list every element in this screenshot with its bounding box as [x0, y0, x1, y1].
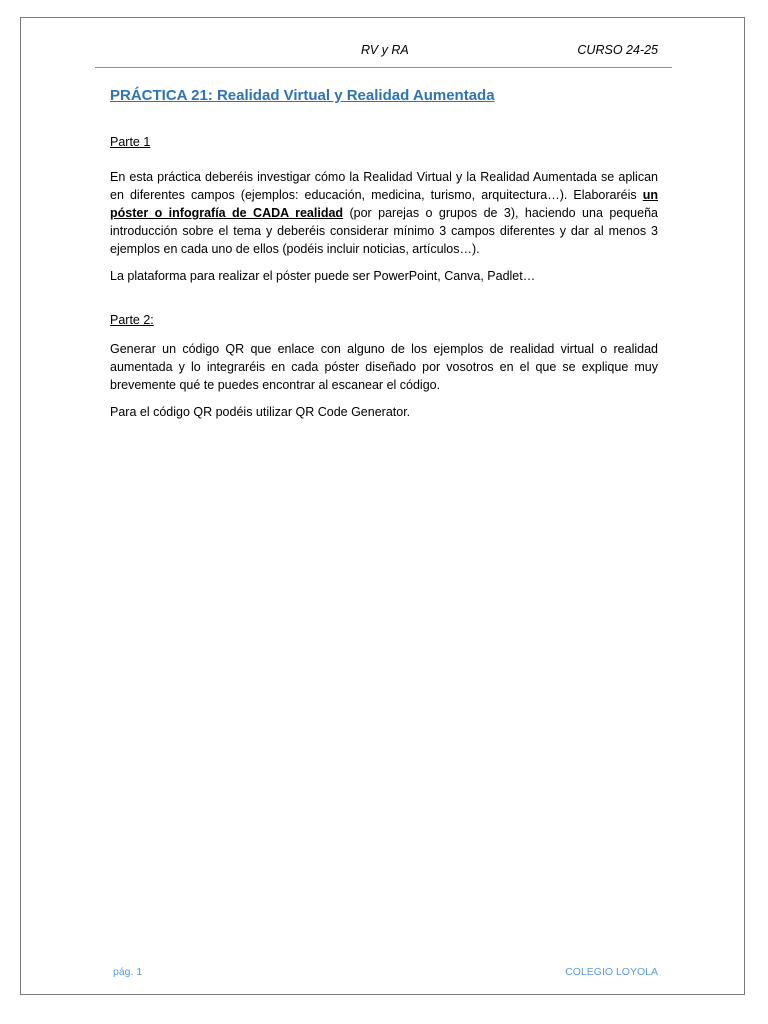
parte1-heading: Parte 1	[110, 135, 151, 149]
footer-page-number: pág. 1	[113, 966, 143, 978]
document-title: PRÁCTICA 21: Realidad Virtual y Realidad Aumentada	[110, 87, 495, 104]
page-header	[95, 43, 672, 68]
header-subject: RV y RA	[361, 43, 409, 57]
document-body	[110, 133, 658, 421]
parte2-paragraph-2: Para el código QR podéis utilizar QR Code Generator.	[110, 405, 411, 419]
parte2-paragraph-1: Generar un código QR que enlace con alguno de los ejemplos de realidad virtual o realidad aumentada y lo integraréis en cada póster diseñado por vosotros en el que se explique muy brevemente qué te puedes encontrar al escanear el código.	[110, 342, 658, 392]
parte1-emphasis: un póster o infografía de CADA realidad	[110, 188, 658, 220]
parte1-text-b: (por parejas o grupos de 3), haciendo una pequeña introducción sobre el tema y deberéis considerar mínimo 3 campos diferentes y dar al menos 3 ejemplos en cada uno de ellos (podéis incluir noticias, artículos…).	[110, 206, 658, 256]
parte2-heading: Parte 2:	[110, 313, 154, 327]
parte1-paragraph-2: La plataforma para realizar el póster puede ser PowerPoint, Canva, Padlet…	[110, 269, 536, 283]
parte1-paragraph-1	[110, 168, 658, 258]
parte1-text-a: En esta práctica deberéis investigar cómo la Realidad Virtual y la Realidad Aumentada se aplican en diferentes campos (ejemplos: educación, medicina, turismo, arquitectura…). Elaboraréis	[110, 170, 658, 202]
header-course: CURSO 24-25	[577, 43, 658, 57]
footer-school-name: COLEGIO LOYOLA	[565, 966, 658, 978]
